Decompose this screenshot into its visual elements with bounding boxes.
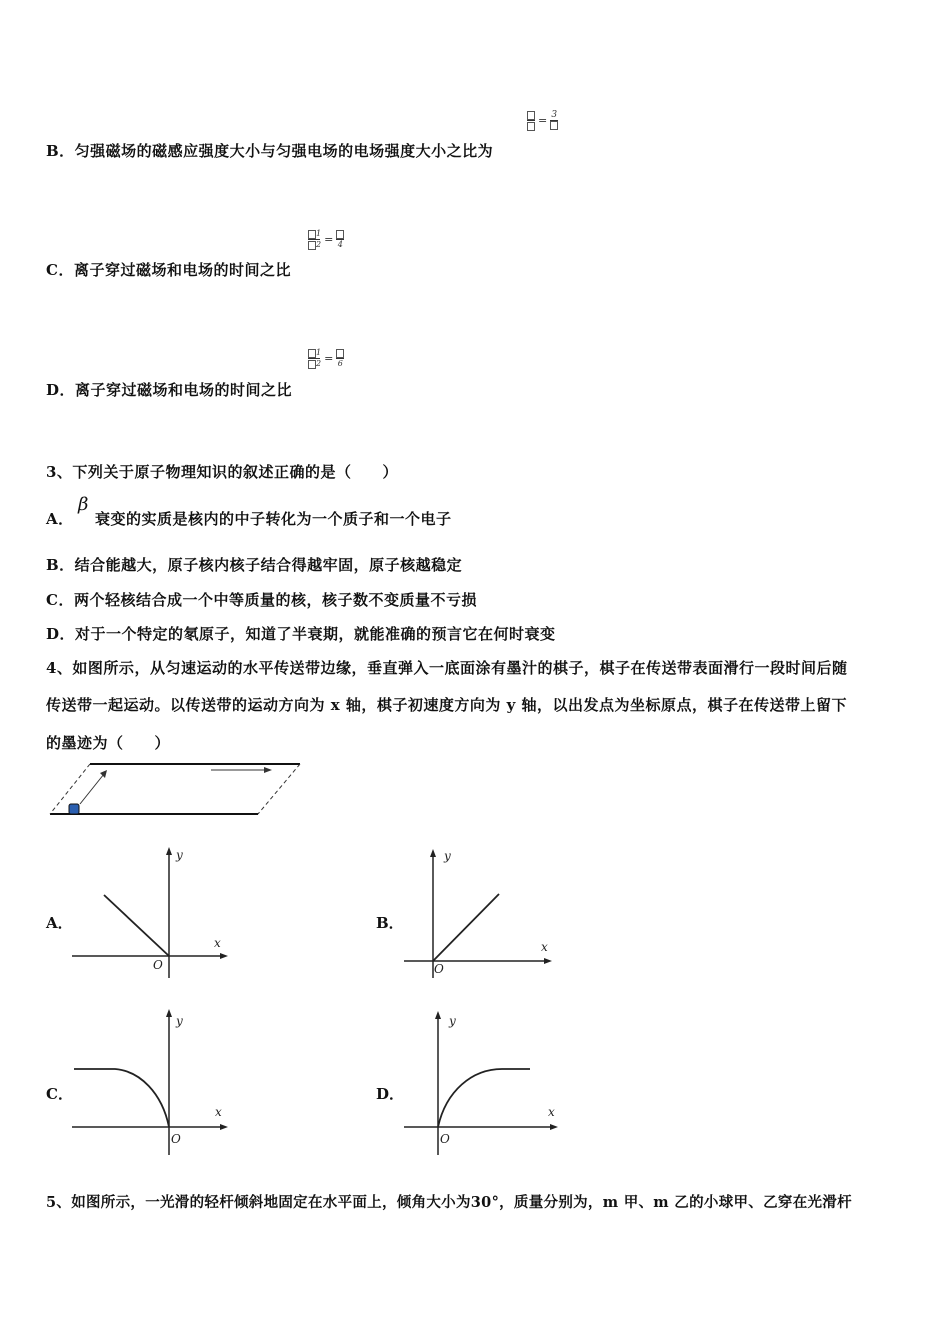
graph-b xyxy=(402,843,572,983)
graph-d-trace xyxy=(438,1069,530,1127)
q5-stem-line1: 5、如图所示，一光滑的轻杆倾斜地固定在水平面上，倾角大小为30°，质量分别为，m 甲、m 乙的小球甲、乙穿在光滑杆 xyxy=(46,1194,852,1211)
q3-option-c: C．两个轻核结合成一个中等质量的核，核子数不变质量不亏损 xyxy=(46,591,477,609)
formula-c-sub2: 2 xyxy=(316,240,322,249)
graph-a-origin: O xyxy=(153,958,163,972)
formula-b-num: 3 xyxy=(551,110,558,120)
graph-a-y-label: y xyxy=(176,848,183,862)
beta-symbol: β xyxy=(78,494,89,515)
graph-c-y-label: y xyxy=(176,1014,183,1028)
formula-d-sub1: 1 xyxy=(316,348,322,357)
q4-option-a-label: A． xyxy=(46,914,73,932)
graph-c xyxy=(70,1003,240,1163)
q3-option-a-text: 衰变的实质是核内的中子转化为一个质子和一个电子 xyxy=(95,510,452,528)
graph-a-x-label: x xyxy=(214,936,221,950)
q4-option-d-label: D． xyxy=(376,1085,405,1103)
graph-c-x-label: x xyxy=(215,1105,222,1119)
q4-option-c-label: C． xyxy=(46,1085,73,1103)
q4-stem-line2: 传送带一起运动。以传送带的运动方向为 x 轴，棋子初速度方向为 y 轴，以出发点为坐标原点，棋子在传送带上留下 xyxy=(46,696,848,714)
formula-b: = 3 xyxy=(527,110,558,131)
formula-d-sub2: 2 xyxy=(316,359,322,368)
q3-option-d: D．对于一个特定的氡原子，知道了半衰期，就能准确的预言它在何时衰变 xyxy=(46,625,556,643)
q3-option-a-label: A． xyxy=(46,510,74,528)
graph-d-x-label: x xyxy=(548,1105,555,1119)
q4-stem-line1: 4、如图所示，从匀速运动的水平传送带边缘，垂直弹入一底面涂有墨汁的棋子，棋子在传送带表面滑行一段时间后随 xyxy=(46,659,848,677)
graph-c-origin: O xyxy=(171,1132,181,1146)
graph-b-origin: O xyxy=(434,962,444,976)
graph-a-trace xyxy=(104,895,169,956)
formula-c-den: 4 xyxy=(337,240,343,249)
graph-b-trace xyxy=(433,894,499,961)
formula-c-sub1: 1 xyxy=(316,229,322,238)
q4-option-b-label: B． xyxy=(376,914,404,932)
formula-c: 1 2 = 4 xyxy=(308,229,344,250)
q2-option-d: D．离子穿过磁场和电场的时间之比 xyxy=(46,381,293,399)
graph-d-y-label: y xyxy=(449,1014,456,1028)
graph-a xyxy=(70,843,240,983)
q4-stem-line3: 的墨迹为（ ） xyxy=(46,734,171,752)
q3-option-b: B．结合能越大，原子核内核子结合得越牢固，原子核越稳定 xyxy=(46,556,463,574)
conveyor-belt-figure xyxy=(46,760,306,820)
graph-c-trace xyxy=(74,1069,169,1127)
graph-b-x-label: x xyxy=(541,940,548,954)
graph-d xyxy=(402,1003,572,1163)
q3-stem: 3、下列关于原子物理知识的叙述正确的是（ ） xyxy=(46,463,398,481)
graph-d-origin: O xyxy=(440,1132,450,1146)
q2-option-b: B．匀强磁场的磁感应强度大小与匀强电场的电场强度大小之比为 xyxy=(46,142,494,160)
chess-piece xyxy=(69,804,79,814)
formula-d-den: 6 xyxy=(337,359,343,368)
q2-option-c: C．离子穿过磁场和电场的时间之比 xyxy=(46,261,291,279)
graph-b-y-label: y xyxy=(444,849,451,863)
formula-d: 1 2 = 6 xyxy=(308,348,344,369)
